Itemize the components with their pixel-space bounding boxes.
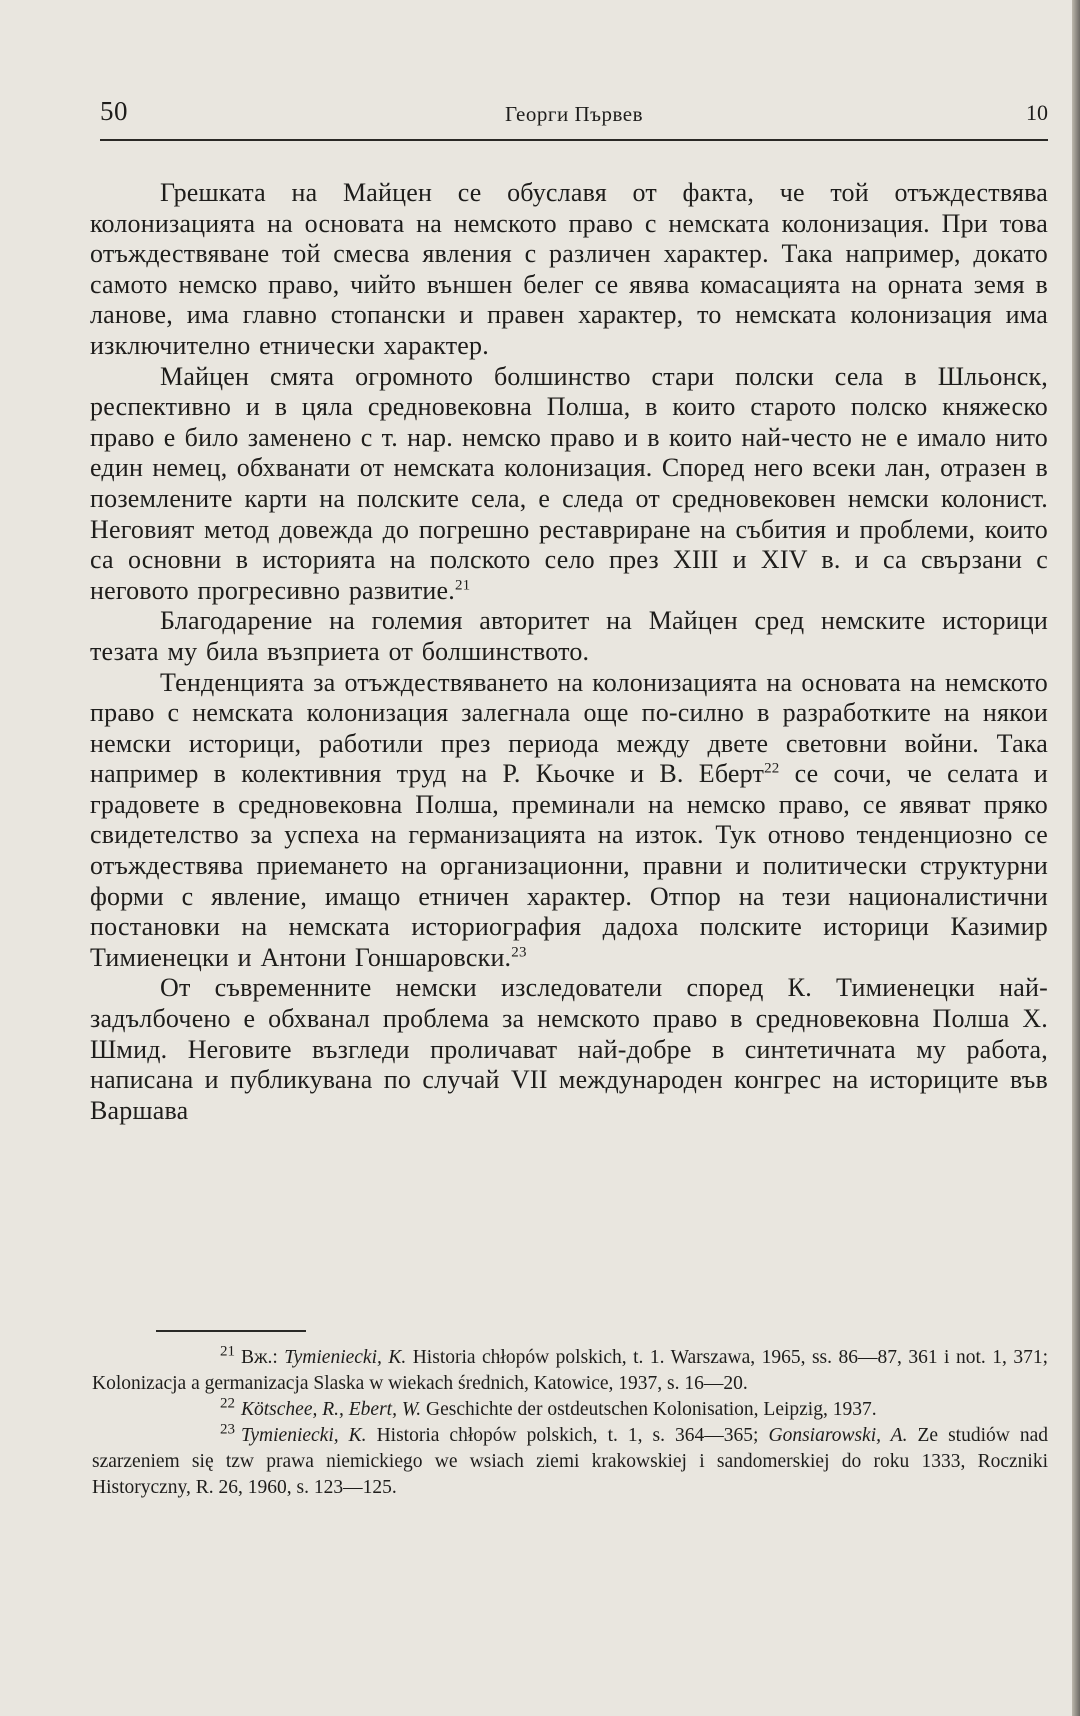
- footnote-text: Geschichte der ostdeutschen Kolonisation, Leipzig, 1937.: [421, 1399, 877, 1420]
- footnote-text: Ze studiów nad szarzeniem się tzw prawa niemickiego we wsiach ziemi krakowskiej i sandomerskiej do roku 1333, Roczniki Historyczny, R. 26, 1960, s. 123—125.: [92, 1425, 1049, 1498]
- main-text: [90, 178, 1048, 1126]
- footnote-author: Gonsiarowski, A.: [768, 1425, 908, 1446]
- footnote-text: Historia chłopów polskich, t. 1, s. 364—365;: [366, 1425, 769, 1446]
- paragraph: [90, 606, 1048, 667]
- footnote-ref-23: 23: [511, 944, 527, 961]
- header-rule: [100, 139, 1048, 141]
- paragraph-text: Благодарение на големия авторитет на Майцен сред немските историци тезата му била възприета от болшинството.: [90, 606, 1048, 666]
- paragraph-text: Тенденцията за отъждествяването на колонизацията на основата на немското право с немската колонизация залегнала още по-силно в разработките на някои немски историци, работили през периода между двете световни войни. Така например в колективния труд на Р. Кьочке и В. Еберт: [90, 667, 1048, 789]
- paragraph: [90, 973, 1048, 1126]
- footnote-21: [92, 1345, 1048, 1397]
- footnote-22: [92, 1397, 1048, 1423]
- page-header: [100, 96, 1048, 140]
- page-edge: [1072, 0, 1080, 1716]
- footnote-number: 23: [220, 1421, 235, 1438]
- paragraph-text: Майцен смята огромното болшинство стари полски села в Шльонск, респективно и в цяла средновековна Полша, в които старото полско княжеско право е било заменено с т. нар. немско право и в които най-често не е имало нито един немец, обхванати от немската колонизация. Според него всеки лан, отразен в поземлените карти на полските села, е следа от средновековен немски колонист. Неговият метод довежда до погрешно реставриране на събития и проблеми, които са основни в историята на полското село през XIII и XIV в. и са свързани с неговото прогресивно развитие.: [90, 361, 1048, 605]
- footnote-author: Tymieniecki, K.: [241, 1425, 367, 1446]
- footnotes: [92, 1345, 1048, 1501]
- footnote-text: Вж.:: [241, 1347, 285, 1368]
- footnote-ref-21: 21: [454, 577, 471, 594]
- running-head: Георги Първев: [504, 102, 644, 126]
- paragraph-text: От съвременните немски изследователи според К. Тимиенецки най-задълбочено е обхванал проблема за немското право в средновековна Полша Х. Шмид. Неговите възгледи проличават най-добре в синтетичната му работа, написана и публикувана по случай VII международен конгрес на историците във Варшава: [90, 973, 1048, 1125]
- footnote-author: Tymieniecki, K.: [284, 1347, 407, 1368]
- footnote-rule: [156, 1330, 306, 1332]
- page-number: 50: [100, 96, 128, 126]
- footnote-number: 22: [220, 1395, 235, 1412]
- paragraph: [90, 668, 1048, 974]
- paragraph: [90, 178, 1048, 362]
- paragraph-text: се сочи, че селата и градовете в средновековна Полша, преминали на немско право, се явяват пряко свидетелство за успеха на германизацията на изток. Тук отново тенденциозно се отъждествява приемането на организационни, правни и политически структурни форми с явление, имащо етничен характер. Отпор на тези националистични постановки на немската историография дадоха полските историци Казимир Тимиенецки и Антони Гоншаровски.: [90, 759, 1048, 972]
- footnote-author: Kötschee, R., Ebert, W.: [241, 1399, 422, 1420]
- footnote-text: Historia chłopów polskich, t. 1. Warszawa, 1965, ss. 86—87, 361 i not. 1, 371; Kolonizacja a germanizacja Slaska w wiekach średnich, Katowice, 1937, s. 16—20.: [92, 1347, 1048, 1394]
- header-right-mark: 10: [1026, 100, 1048, 125]
- footnote-number: 21: [220, 1343, 235, 1360]
- paragraph: [90, 362, 1048, 607]
- paragraph-text: Грешката на Майцен се обуславя от факта, че той отъждествява колонизацията на основата на немското право с немската колонизация. При това отъждествяване той смесва явления с различен характер. Така например, докато самото немско право, чийто външен белег се явява комасацията на орната земя в ланове, има главно стопански и правен характер, то немската колонизация има изключително етнически характер.: [90, 178, 1048, 360]
- footnote-ref-22: 22: [764, 760, 780, 777]
- footnote-23: [92, 1423, 1048, 1501]
